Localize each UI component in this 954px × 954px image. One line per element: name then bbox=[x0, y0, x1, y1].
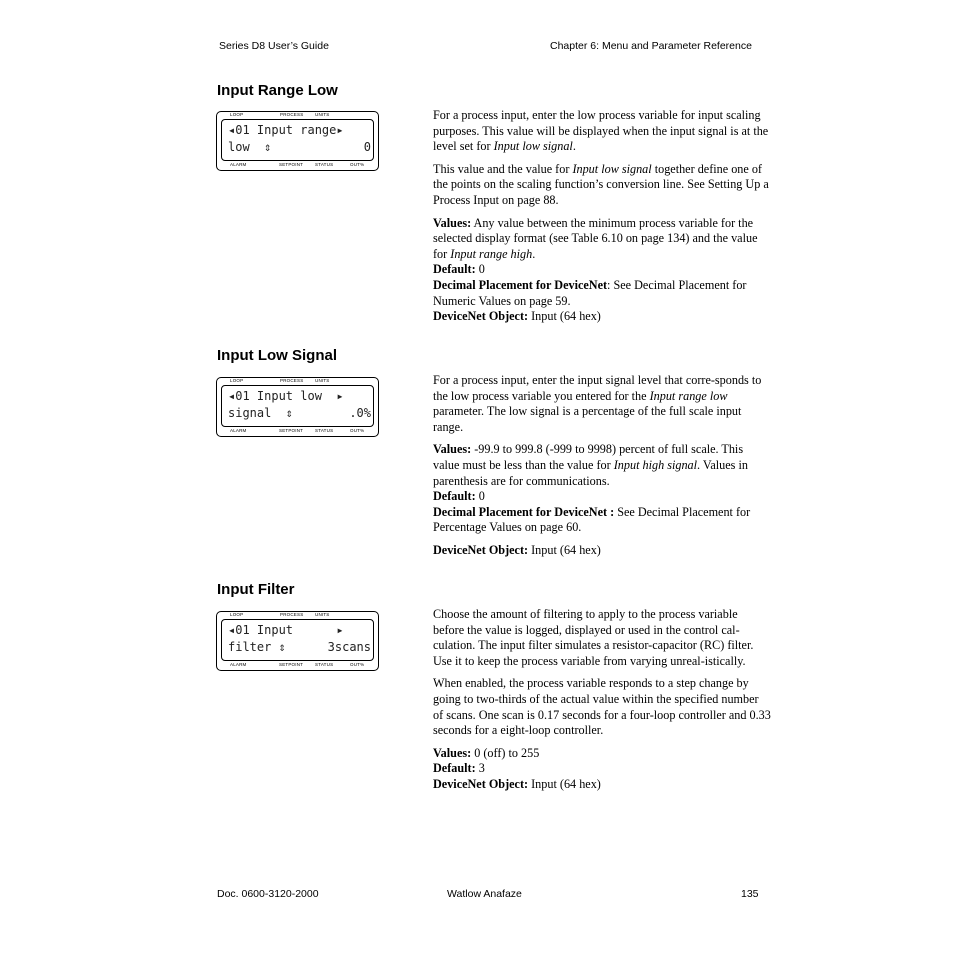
lcd-label-out: OUT% bbox=[350, 662, 365, 667]
section-body-input-low-signal bbox=[433, 373, 771, 559]
lcd-line-1: ◂01 Input range▸ bbox=[228, 123, 344, 137]
lcd-value: 3scans bbox=[327, 640, 371, 654]
lcd-label-alarm: ALARM bbox=[230, 162, 247, 167]
lcd-label-loop: LOOP bbox=[230, 612, 244, 617]
lcd-label-process: PROCESS bbox=[280, 378, 304, 383]
paragraph: For a process input, enter the low process variable for input scaling purposes. This value will be displayed when the input signal is at the level set for Input low signal. bbox=[433, 108, 769, 154]
footer-doc-number: Doc. 0600-3120-2000 bbox=[217, 888, 319, 900]
section-title-input-filter: Input Filter bbox=[217, 581, 295, 598]
paragraph: For a process input, enter the input signal level that corre-sponds to the low process variable you entered for the Input range low parameter. The low signal is a percentage of the full scale input range. bbox=[433, 373, 762, 434]
section-title-input-low-signal: Input Low Signal bbox=[217, 347, 337, 364]
lcd-line-1: ◂01 Input ▸ bbox=[228, 623, 344, 637]
lcd-label-setpoint: SETPOINT bbox=[279, 428, 304, 433]
lcd-line-2: low ⇕ bbox=[228, 140, 272, 154]
lcd-label-loop: LOOP bbox=[230, 112, 244, 117]
lcd-label-setpoint: SETPOINT bbox=[279, 662, 304, 667]
default-line: Default: 3 bbox=[433, 761, 485, 776]
page-number: 135 bbox=[741, 888, 759, 900]
paragraph: Choose the amount of filtering to apply to the process variable before the value is logged, displayed or used in the control cal-culation. The input filter simulates a resistor-capacitor (RC) filter. Use it to keep the process variable from varying unreal-istically. bbox=[433, 607, 754, 668]
section-body-input-range-low bbox=[433, 108, 771, 325]
lcd-label-process: PROCESS bbox=[280, 112, 304, 117]
default-line: Default: 0 bbox=[433, 489, 485, 504]
running-header-right: Chapter 6: Menu and Parameter Reference bbox=[550, 40, 752, 52]
lcd-label-status: STATUS bbox=[315, 162, 334, 167]
lcd-label-units: UNITS bbox=[315, 112, 330, 117]
devicenet-object-line: DeviceNet Object: Input (64 hex) bbox=[433, 542, 601, 557]
decimal-placement-line: Decimal Placement for DeviceNet : See Decimal Placement for Percentage Values on page 60. bbox=[433, 504, 751, 535]
lcd-line-2: filter ⇕ bbox=[228, 640, 286, 654]
lcd-label-status: STATUS bbox=[315, 662, 334, 667]
lcd-display-input-low-signal bbox=[216, 377, 379, 437]
lcd-label-out: OUT% bbox=[350, 162, 365, 167]
lcd-label-process: PROCESS bbox=[280, 612, 304, 617]
section-body-input-filter bbox=[433, 607, 771, 793]
lcd-label-status: STATUS bbox=[315, 428, 334, 433]
footer-publisher: Watlow Anafaze bbox=[447, 888, 522, 900]
lcd-line-2: signal ⇕ bbox=[228, 406, 294, 420]
lcd-label-loop: LOOP bbox=[230, 378, 244, 383]
values-line: Values: -99.9 to 999.8 (-999 to 9998) percent of full scale. This value must be less than the value for Input high signal. Values in parenthesis are for communications. bbox=[433, 442, 748, 488]
lcd-label-units: UNITS bbox=[315, 612, 330, 617]
values-line: Values: 0 (off) to 255 bbox=[433, 745, 540, 760]
paragraph: This value and the value for Input low signal together define one of the points on the scaling function’s conversion line. See Setting Up a Process Input on page 88. bbox=[433, 161, 769, 207]
devicenet-object-line: DeviceNet Object: Input (64 hex) bbox=[433, 309, 601, 324]
lcd-label-out: OUT% bbox=[350, 428, 365, 433]
values-line: Values: Any value between the minimum process variable for the selected display format (see Table 6.10 on page 134) and the value for Input range high. bbox=[433, 215, 758, 261]
lcd-label-units: UNITS bbox=[315, 378, 330, 383]
running-header-left: Series D8 User’s Guide bbox=[219, 40, 329, 52]
lcd-display-input-range-low bbox=[216, 111, 379, 171]
devicenet-object-line: DeviceNet Object: Input (64 hex) bbox=[433, 776, 601, 791]
section-title-input-range-low: Input Range Low bbox=[217, 82, 338, 99]
lcd-display-input-filter bbox=[216, 611, 379, 671]
lcd-value: 0 bbox=[363, 140, 371, 154]
lcd-value: .0% bbox=[349, 406, 371, 420]
lcd-label-alarm: ALARM bbox=[230, 428, 247, 433]
decimal-placement-line: Decimal Placement for DeviceNet: See Decimal Placement for Numeric Values on page 59. bbox=[433, 277, 747, 308]
lcd-label-alarm: ALARM bbox=[230, 662, 247, 667]
lcd-line-1: ◂01 Input low ▸ bbox=[228, 389, 344, 403]
default-line: Default: 0 bbox=[433, 262, 485, 277]
lcd-label-setpoint: SETPOINT bbox=[279, 162, 304, 167]
paragraph: When enabled, the process variable responds to a step change by going to two-thirds of the actual value within the specified number of scans. One scan is 0.17 seconds for a four-loop controller and 0.33 seconds for a eight-loop controller. bbox=[433, 676, 771, 738]
